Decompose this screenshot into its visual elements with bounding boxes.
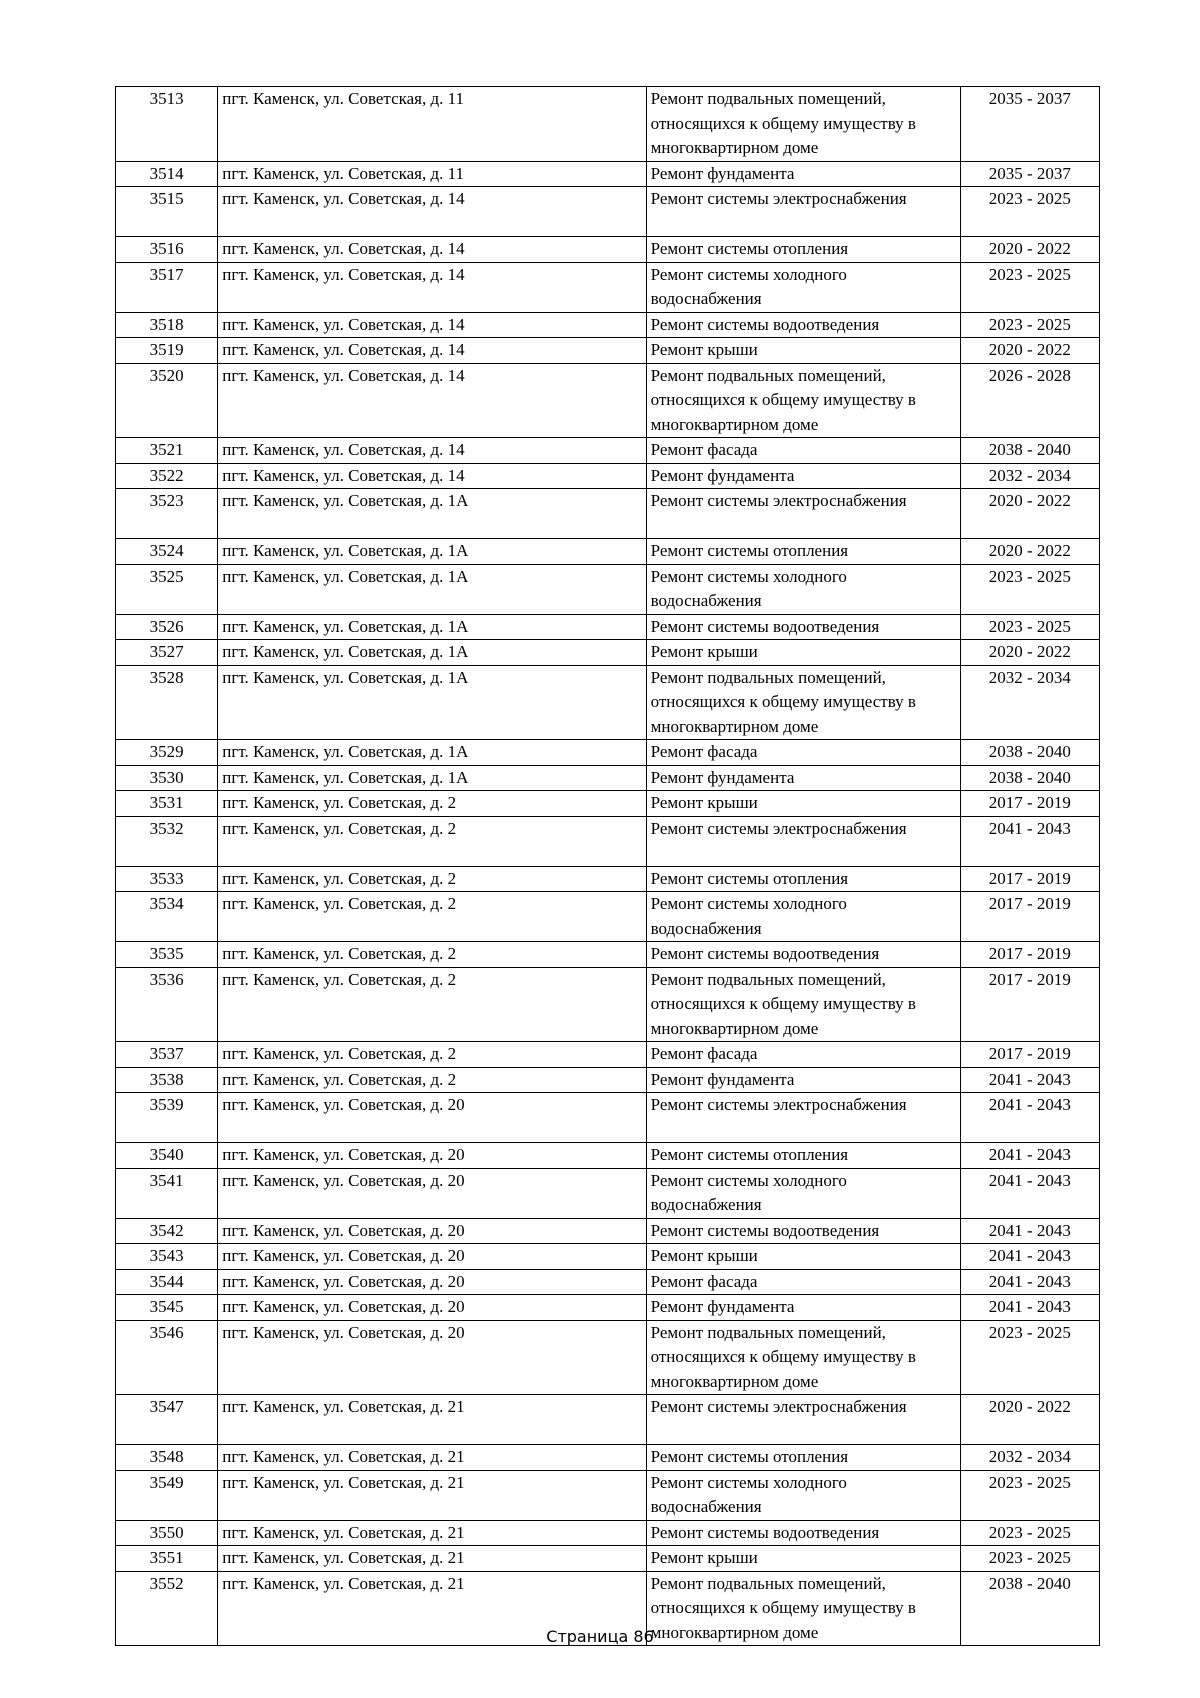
period-cell: 2041 - 2043: [960, 1244, 1099, 1270]
work-type-cell: Ремонт системы отопления: [646, 866, 960, 892]
period-cell: 2023 - 2025: [960, 1470, 1099, 1520]
address-cell: пгт. Каменск, ул. Советская, д. 20: [218, 1143, 646, 1169]
period-cell: 2017 - 2019: [960, 866, 1099, 892]
table-row: [116, 816, 1100, 866]
work-type-cell: Ремонт системы отопления: [646, 1445, 960, 1471]
address-cell: пгт. Каменск, ул. Советская, д. 2: [218, 1042, 646, 1068]
table-row: [116, 1470, 1100, 1520]
address-cell: пгт. Каменск, ул. Советская, д. 1А: [218, 740, 646, 766]
address-cell: пгт. Каменск, ул. Советская, д. 14: [218, 187, 646, 237]
work-type-cell: Ремонт фундамента: [646, 765, 960, 791]
address-cell: пгт. Каменск, ул. Советская, д. 1А: [218, 765, 646, 791]
period-cell: 2041 - 2043: [960, 1093, 1099, 1143]
work-type-cell: Ремонт фундамента: [646, 463, 960, 489]
work-type-cell: Ремонт системы холодного водоснабжения: [646, 564, 960, 614]
work-type-cell: Ремонт системы холодного водоснабжения: [646, 1168, 960, 1218]
work-type-cell: Ремонт крыши: [646, 338, 960, 364]
period-cell: 2041 - 2043: [960, 816, 1099, 866]
row-number-cell: 3544: [116, 1269, 218, 1295]
row-number-cell: 3548: [116, 1445, 218, 1471]
address-cell: пгт. Каменск, ул. Советская, д. 2: [218, 1067, 646, 1093]
row-number-cell: 3528: [116, 665, 218, 740]
address-cell: пгт. Каменск, ул. Советская, д. 2: [218, 967, 646, 1042]
table-body: [116, 87, 1100, 1646]
address-cell: пгт. Каменск, ул. Советская, д. 14: [218, 463, 646, 489]
table-row: [116, 237, 1100, 263]
work-type-cell: Ремонт системы водоотведения: [646, 1218, 960, 1244]
work-type-cell: Ремонт системы водоотведения: [646, 312, 960, 338]
row-number-cell: 3527: [116, 640, 218, 666]
period-cell: 2035 - 2037: [960, 161, 1099, 187]
address-cell: пгт. Каменск, ул. Советская, д. 21: [218, 1470, 646, 1520]
period-cell: 2041 - 2043: [960, 1067, 1099, 1093]
address-cell: пгт. Каменск, ул. Советская, д. 11: [218, 87, 646, 162]
row-number-cell: 3536: [116, 967, 218, 1042]
table-row: [116, 892, 1100, 942]
address-cell: пгт. Каменск, ул. Советская, д. 14: [218, 438, 646, 464]
table-row: [116, 363, 1100, 438]
table-row: [116, 967, 1100, 1042]
work-type-cell: Ремонт системы отопления: [646, 539, 960, 565]
address-cell: пгт. Каменск, ул. Советская, д. 20: [218, 1244, 646, 1270]
table-row: [116, 1395, 1100, 1445]
period-cell: 2032 - 2034: [960, 1445, 1099, 1471]
work-type-cell: Ремонт системы холодного водоснабжения: [646, 1470, 960, 1520]
row-number-cell: 3541: [116, 1168, 218, 1218]
work-type-cell: Ремонт подвальных помещений, относящихся к общему имуществу в многоквартирном доме: [646, 665, 960, 740]
table-row: [116, 312, 1100, 338]
address-cell: пгт. Каменск, ул. Советская, д. 21: [218, 1395, 646, 1445]
table-row: [116, 942, 1100, 968]
address-cell: пгт. Каменск, ул. Советская, д. 14: [218, 338, 646, 364]
row-number-cell: 3540: [116, 1143, 218, 1169]
work-type-cell: Ремонт фасада: [646, 1042, 960, 1068]
work-type-cell: Ремонт подвальных помещений, относящихся к общему имуществу в многоквартирном доме: [646, 1571, 960, 1646]
row-number-cell: 3516: [116, 237, 218, 263]
table-row: [116, 161, 1100, 187]
period-cell: 2038 - 2040: [960, 740, 1099, 766]
table-row: [116, 539, 1100, 565]
address-cell: пгт. Каменск, ул. Советская, д. 1А: [218, 564, 646, 614]
period-cell: 2023 - 2025: [960, 564, 1099, 614]
table-row: [116, 1067, 1100, 1093]
work-type-cell: Ремонт крыши: [646, 1244, 960, 1270]
row-number-cell: 3539: [116, 1093, 218, 1143]
work-type-cell: Ремонт системы электроснабжения: [646, 187, 960, 237]
row-number-cell: 3522: [116, 463, 218, 489]
table-row: [116, 866, 1100, 892]
period-cell: 2038 - 2040: [960, 765, 1099, 791]
table-row: [116, 740, 1100, 766]
row-number-cell: 3549: [116, 1470, 218, 1520]
work-type-cell: Ремонт крыши: [646, 791, 960, 817]
table-row: [116, 1320, 1100, 1395]
table-row: [116, 1546, 1100, 1572]
row-number-cell: 3545: [116, 1295, 218, 1321]
work-type-cell: Ремонт фундамента: [646, 161, 960, 187]
row-number-cell: 3515: [116, 187, 218, 237]
period-cell: 2017 - 2019: [960, 942, 1099, 968]
row-number-cell: 3517: [116, 262, 218, 312]
work-type-cell: Ремонт системы водоотведения: [646, 1520, 960, 1546]
table-row: [116, 1168, 1100, 1218]
table-row: [116, 1042, 1100, 1068]
period-cell: 2023 - 2025: [960, 1320, 1099, 1395]
period-cell: 2017 - 2019: [960, 892, 1099, 942]
row-number-cell: 3518: [116, 312, 218, 338]
address-cell: пгт. Каменск, ул. Советская, д. 20: [218, 1218, 646, 1244]
row-number-cell: 3525: [116, 564, 218, 614]
period-cell: 2041 - 2043: [960, 1295, 1099, 1321]
period-cell: 2032 - 2034: [960, 665, 1099, 740]
work-type-cell: Ремонт подвальных помещений, относящихся к общему имуществу в многоквартирном доме: [646, 87, 960, 162]
row-number-cell: 3513: [116, 87, 218, 162]
address-cell: пгт. Каменск, ул. Советская, д. 1А: [218, 539, 646, 565]
period-cell: 2041 - 2043: [960, 1143, 1099, 1169]
row-number-cell: 3526: [116, 614, 218, 640]
table-row: [116, 338, 1100, 364]
period-cell: 2020 - 2022: [960, 1395, 1099, 1445]
work-type-cell: Ремонт крыши: [646, 1546, 960, 1572]
work-type-cell: Ремонт подвальных помещений, относящихся к общему имуществу в многоквартирном доме: [646, 967, 960, 1042]
address-cell: пгт. Каменск, ул. Советская, д. 14: [218, 312, 646, 338]
address-cell: пгт. Каменск, ул. Советская, д. 20: [218, 1295, 646, 1321]
table-row: [116, 765, 1100, 791]
work-type-cell: Ремонт системы электроснабжения: [646, 816, 960, 866]
period-cell: 2017 - 2019: [960, 791, 1099, 817]
period-cell: 2023 - 2025: [960, 187, 1099, 237]
address-cell: пгт. Каменск, ул. Советская, д. 2: [218, 892, 646, 942]
period-cell: 2026 - 2028: [960, 363, 1099, 438]
row-number-cell: 3550: [116, 1520, 218, 1546]
table-row: [116, 665, 1100, 740]
row-number-cell: 3521: [116, 438, 218, 464]
row-number-cell: 3542: [116, 1218, 218, 1244]
address-cell: пгт. Каменск, ул. Советская, д. 1А: [218, 489, 646, 539]
address-cell: пгт. Каменск, ул. Советская, д. 20: [218, 1320, 646, 1395]
work-type-cell: Ремонт фасада: [646, 1269, 960, 1295]
address-cell: пгт. Каменск, ул. Советская, д. 21: [218, 1520, 646, 1546]
work-type-cell: Ремонт системы отопления: [646, 1143, 960, 1169]
work-type-cell: Ремонт крыши: [646, 640, 960, 666]
address-cell: пгт. Каменск, ул. Советская, д. 21: [218, 1571, 646, 1646]
period-cell: 2020 - 2022: [960, 640, 1099, 666]
row-number-cell: 3547: [116, 1395, 218, 1445]
table-row: [116, 640, 1100, 666]
row-number-cell: 3538: [116, 1067, 218, 1093]
address-cell: пгт. Каменск, ул. Советская, д. 20: [218, 1093, 646, 1143]
table-row: [116, 614, 1100, 640]
address-cell: пгт. Каменск, ул. Советская, д. 2: [218, 866, 646, 892]
address-cell: пгт. Каменск, ул. Советская, д. 14: [218, 363, 646, 438]
period-cell: 2020 - 2022: [960, 237, 1099, 263]
table-row: [116, 489, 1100, 539]
row-number-cell: 3552: [116, 1571, 218, 1646]
table-row: [116, 463, 1100, 489]
work-type-cell: Ремонт системы электроснабжения: [646, 1093, 960, 1143]
table-row: [116, 262, 1100, 312]
address-cell: пгт. Каменск, ул. Советская, д. 11: [218, 161, 646, 187]
table-row: [116, 1218, 1100, 1244]
table-row: [116, 1445, 1100, 1471]
row-number-cell: 3537: [116, 1042, 218, 1068]
table-row: [116, 1244, 1100, 1270]
table-row: [116, 187, 1100, 237]
work-type-cell: Ремонт системы водоотведения: [646, 614, 960, 640]
page-number: Страница 86: [546, 1627, 654, 1646]
row-number-cell: 3520: [116, 363, 218, 438]
work-type-cell: Ремонт подвальных помещений, относящихся к общему имуществу в многоквартирном доме: [646, 1320, 960, 1395]
row-number-cell: 3534: [116, 892, 218, 942]
address-cell: пгт. Каменск, ул. Советская, д. 2: [218, 791, 646, 817]
table-row: [116, 1520, 1100, 1546]
row-number-cell: 3530: [116, 765, 218, 791]
table-row: [116, 791, 1100, 817]
table-row: [116, 1295, 1100, 1321]
row-number-cell: 3551: [116, 1546, 218, 1572]
address-cell: пгт. Каменск, ул. Советская, д. 14: [218, 237, 646, 263]
work-type-cell: Ремонт системы отопления: [646, 237, 960, 263]
address-cell: пгт. Каменск, ул. Советская, д. 20: [218, 1168, 646, 1218]
table-row: [116, 1093, 1100, 1143]
work-type-cell: Ремонт системы холодного водоснабжения: [646, 892, 960, 942]
address-cell: пгт. Каменск, ул. Советская, д. 21: [218, 1445, 646, 1471]
table-row: [116, 1269, 1100, 1295]
table-row: [116, 438, 1100, 464]
row-number-cell: 3524: [116, 539, 218, 565]
period-cell: 2023 - 2025: [960, 1520, 1099, 1546]
row-number-cell: 3529: [116, 740, 218, 766]
work-type-cell: Ремонт системы электроснабжения: [646, 489, 960, 539]
repair-schedule-table: [115, 86, 1100, 1646]
work-type-cell: Ремонт фундамента: [646, 1067, 960, 1093]
table-row: [116, 564, 1100, 614]
address-cell: пгт. Каменск, ул. Советская, д. 1А: [218, 665, 646, 740]
row-number-cell: 3514: [116, 161, 218, 187]
row-number-cell: 3546: [116, 1320, 218, 1395]
period-cell: 2017 - 2019: [960, 967, 1099, 1042]
table-row: [116, 1143, 1100, 1169]
row-number-cell: 3543: [116, 1244, 218, 1270]
row-number-cell: 3533: [116, 866, 218, 892]
work-type-cell: Ремонт фасада: [646, 438, 960, 464]
work-type-cell: Ремонт подвальных помещений, относящихся к общему имуществу в многоквартирном доме: [646, 363, 960, 438]
work-type-cell: Ремонт системы электроснабжения: [646, 1395, 960, 1445]
address-cell: пгт. Каменск, ул. Советская, д. 14: [218, 262, 646, 312]
period-cell: 2020 - 2022: [960, 338, 1099, 364]
period-cell: 2041 - 2043: [960, 1218, 1099, 1244]
address-cell: пгт. Каменск, ул. Советская, д. 1А: [218, 640, 646, 666]
row-number-cell: 3531: [116, 791, 218, 817]
period-cell: 2023 - 2025: [960, 312, 1099, 338]
row-number-cell: 3535: [116, 942, 218, 968]
period-cell: 2023 - 2025: [960, 262, 1099, 312]
address-cell: пгт. Каменск, ул. Советская, д. 2: [218, 942, 646, 968]
period-cell: 2038 - 2040: [960, 438, 1099, 464]
address-cell: пгт. Каменск, ул. Советская, д. 21: [218, 1546, 646, 1572]
table-row: [116, 87, 1100, 162]
period-cell: 2020 - 2022: [960, 489, 1099, 539]
work-type-cell: Ремонт фундамента: [646, 1295, 960, 1321]
row-number-cell: 3523: [116, 489, 218, 539]
address-cell: пгт. Каменск, ул. Советская, д. 1А: [218, 614, 646, 640]
period-cell: 2020 - 2022: [960, 539, 1099, 565]
period-cell: 2017 - 2019: [960, 1042, 1099, 1068]
period-cell: 2023 - 2025: [960, 1546, 1099, 1572]
address-cell: пгт. Каменск, ул. Советская, д. 2: [218, 816, 646, 866]
row-number-cell: 3519: [116, 338, 218, 364]
period-cell: 2041 - 2043: [960, 1269, 1099, 1295]
work-type-cell: Ремонт системы водоотведения: [646, 942, 960, 968]
period-cell: 2035 - 2037: [960, 87, 1099, 162]
period-cell: 2032 - 2034: [960, 463, 1099, 489]
period-cell: 2041 - 2043: [960, 1168, 1099, 1218]
period-cell: 2023 - 2025: [960, 614, 1099, 640]
period-cell: 2038 - 2040: [960, 1571, 1099, 1646]
work-type-cell: Ремонт фасада: [646, 740, 960, 766]
address-cell: пгт. Каменск, ул. Советская, д. 20: [218, 1269, 646, 1295]
row-number-cell: 3532: [116, 816, 218, 866]
work-type-cell: Ремонт системы холодного водоснабжения: [646, 262, 960, 312]
